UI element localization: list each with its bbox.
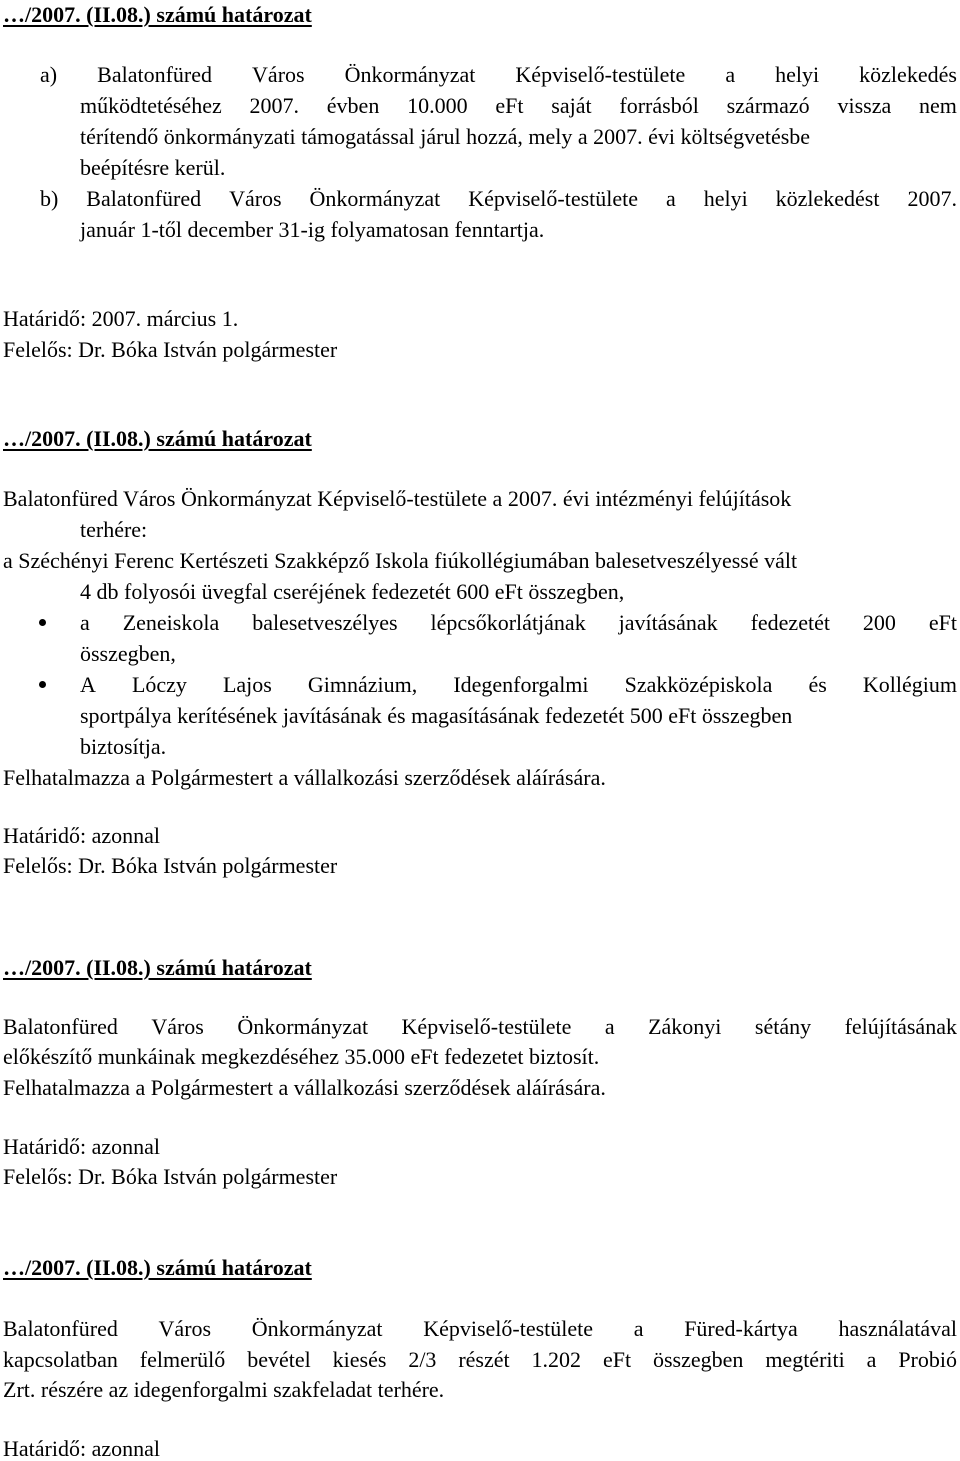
word: Önkormányzat xyxy=(344,62,476,87)
word: felmerülő xyxy=(139,1347,226,1372)
paragraph-a-line xyxy=(80,95,957,117)
word: Képviselő-testülete xyxy=(515,62,686,87)
responsible-person: Felelős: Dr. Bóka István polgármester xyxy=(3,853,338,878)
word: Probió xyxy=(898,1347,957,1372)
word: saját xyxy=(551,93,592,118)
word: sétány xyxy=(754,1014,812,1039)
word: Zeneiskola xyxy=(122,610,220,635)
word: 10.000 xyxy=(407,93,468,118)
word: Város xyxy=(252,62,305,87)
resolution-heading: …/2007. (II.08.) számú határozat xyxy=(3,2,312,27)
paragraph-a-line: beépítésre kerül. xyxy=(80,155,226,180)
word: Önkormányzat xyxy=(251,1316,383,1341)
word: bevétel xyxy=(247,1347,311,1372)
word: részét xyxy=(458,1347,510,1372)
word: 2007. xyxy=(907,186,957,211)
deadline: Határidő: 2007. március 1. xyxy=(3,306,239,331)
word: kapcsolatban xyxy=(3,1347,118,1372)
word: a xyxy=(633,1316,644,1341)
list-item-line xyxy=(80,612,957,634)
resolution-heading: …/2007. (II.08.) számú határozat xyxy=(3,426,312,451)
body-line xyxy=(3,1349,957,1371)
word: megtériti xyxy=(765,1347,845,1372)
intro-line: Balatonfüred Város Önkormányzat Képviselő-testülete a 2007. évi intézményi felújítások xyxy=(3,486,792,511)
authorization-text: Felhatalmazza a Polgármestert a vállalkozási szerződések aláírására. xyxy=(3,765,606,790)
word: javításának xyxy=(618,610,718,635)
word: nem xyxy=(919,93,957,118)
paragraph-a-line: térítendő önkormányzati támogatással járul hozzá, mely a 2007. évi költségvetésbe xyxy=(80,124,811,149)
deadline: Határidő: azonnal xyxy=(3,823,160,848)
word: b) xyxy=(40,186,59,211)
word: közlekedést xyxy=(775,186,880,211)
word: származó xyxy=(726,93,810,118)
word: összegben xyxy=(652,1347,744,1372)
word: Idegenforgalmi xyxy=(453,672,589,697)
word: 2007. xyxy=(249,93,300,118)
word: helyi xyxy=(703,186,748,211)
bullet-icon xyxy=(39,619,46,626)
word: 2/3 xyxy=(408,1347,437,1372)
word: Szakközépiskola xyxy=(624,672,773,697)
intro-line: terhére: xyxy=(80,517,148,542)
word: felújításának xyxy=(844,1014,957,1039)
word: Város xyxy=(229,186,282,211)
list-item-line xyxy=(80,674,957,696)
resolution-heading: …/2007. (II.08.) számú határozat xyxy=(3,955,312,980)
word: 200 xyxy=(862,610,896,635)
word: Önkormányzat xyxy=(237,1014,369,1039)
word: A xyxy=(80,672,96,697)
word: évben xyxy=(326,93,380,118)
deadline: Határidő: azonnal xyxy=(3,1134,160,1159)
word: és xyxy=(808,672,827,697)
word: kiesés xyxy=(332,1347,387,1372)
list-item-line: 4 db folyosói üvegfal cseréjének fedezetét 600 eFt összegben, xyxy=(80,579,625,604)
word: Balatonfüred xyxy=(3,1316,118,1341)
word: Füred-kártya xyxy=(684,1316,798,1341)
word: Önkormányzat xyxy=(309,186,441,211)
body-line xyxy=(3,1318,957,1340)
word: a xyxy=(604,1014,615,1039)
word: használatával xyxy=(838,1316,957,1341)
bullet-icon xyxy=(39,681,46,688)
word: lépcsőkorlátjának xyxy=(430,610,586,635)
word: a xyxy=(866,1347,877,1372)
list-item-line: összegben, xyxy=(80,641,176,666)
body-line: Zrt. részére az idegenforgalmi szakfeladat terhére. xyxy=(3,1377,445,1402)
word: Város xyxy=(158,1316,212,1341)
list-item-line: biztosítja. xyxy=(80,734,167,759)
word: 1.202 xyxy=(531,1347,582,1372)
word: Képviselő-testülete xyxy=(468,186,639,211)
word: forrásból xyxy=(619,93,699,118)
word: Balatonfüred xyxy=(97,62,212,87)
word: vissza xyxy=(837,93,892,118)
word: fedezetét xyxy=(750,610,830,635)
word: közlekedés xyxy=(859,62,957,87)
word: eFt xyxy=(602,1347,632,1372)
word: a xyxy=(80,610,90,635)
word: Város xyxy=(151,1014,204,1039)
resolution-heading: …/2007. (II.08.) számú határozat xyxy=(3,1255,312,1280)
word: Képviselő-testülete xyxy=(401,1014,572,1039)
paragraph-b-line xyxy=(40,188,957,210)
word: a xyxy=(725,62,736,87)
word: Zákonyi xyxy=(648,1014,722,1039)
word: eFt xyxy=(928,610,957,635)
responsible-person: Felelős: Dr. Bóka István polgármester xyxy=(3,337,338,362)
word: balesetveszélyes xyxy=(252,610,398,635)
word: Lóczy xyxy=(131,672,187,697)
word: eFt xyxy=(495,93,524,118)
deadline: Határidő: azonnal xyxy=(3,1436,160,1461)
body-line xyxy=(3,1016,957,1038)
authorization-text: Felhatalmazza a Polgármestert a vállalkozási szerződések aláírására. xyxy=(3,1075,606,1100)
paragraph-b-line: január 1-től december 31-ig folyamatosan fenntartja. xyxy=(80,217,545,242)
word: a) xyxy=(40,62,58,87)
word: Gimnázium, xyxy=(307,672,418,697)
word: helyi xyxy=(775,62,820,87)
list-item-line: a Széchényi Ferenc Kertészeti Szakképző Iskola fiúkollégiumában balesetveszélyessé vált xyxy=(3,548,798,573)
word: Balatonfüred xyxy=(3,1014,118,1039)
responsible-person: Felelős: Dr. Bóka István polgármester xyxy=(3,1164,338,1189)
list-item-line: sportpálya kerítésének javításának és magasításának fedezetét 500 eFt összegben xyxy=(80,703,793,728)
body-line: előkészítő munkáinak megkezdéséhez 35.000 eFt fedezetet biztosít. xyxy=(3,1044,600,1069)
word: Kollégium xyxy=(862,672,957,697)
word: a xyxy=(666,186,676,211)
word: Lajos xyxy=(222,672,272,697)
word: Balatonfüred xyxy=(86,186,202,211)
word: működtetéséhez xyxy=(80,93,222,118)
paragraph-a-line xyxy=(40,64,957,86)
word: Képviselő-testülete xyxy=(423,1316,594,1341)
